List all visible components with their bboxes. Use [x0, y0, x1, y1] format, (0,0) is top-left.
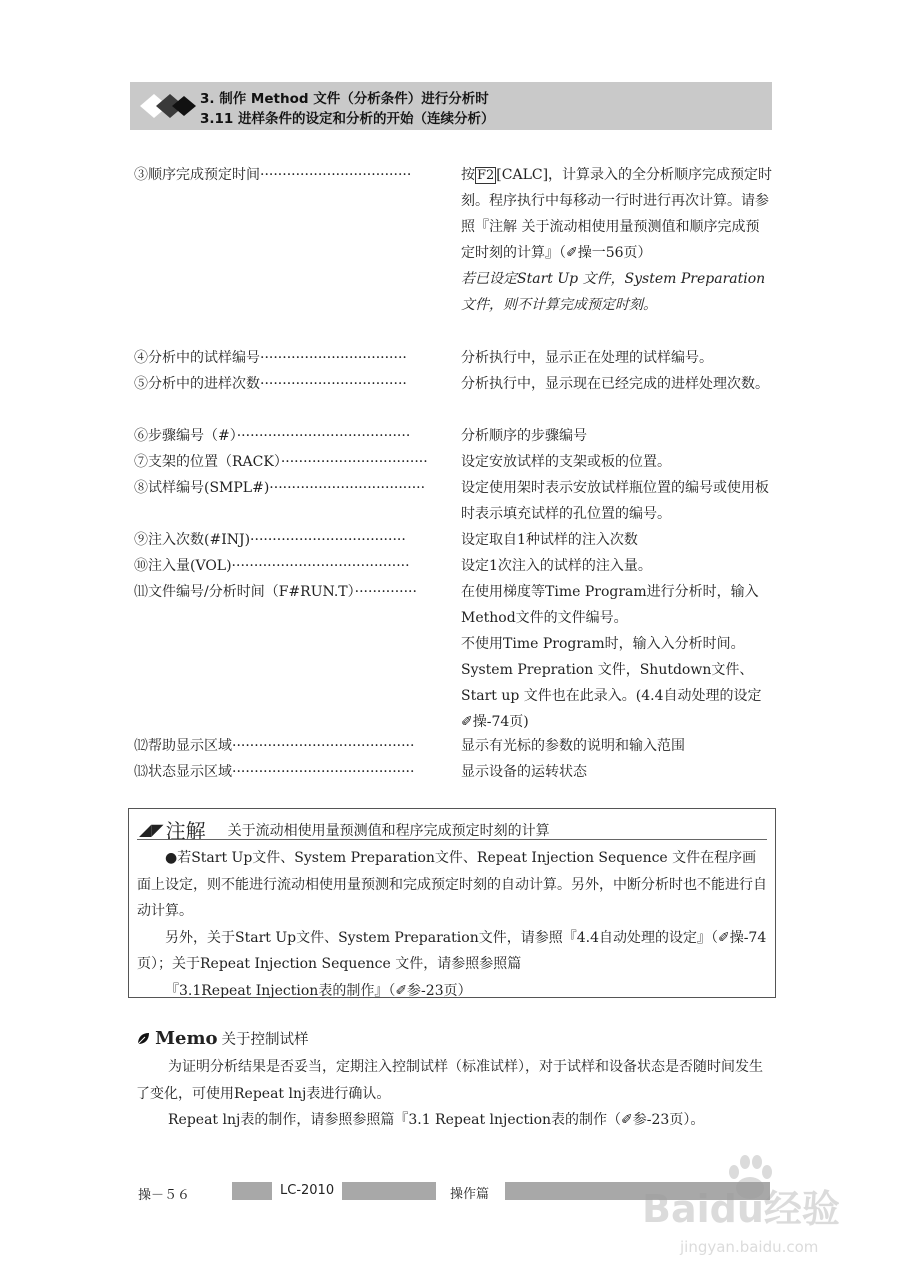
note-title: 关于流动相使用量预测值和程序完成预定时刻的计算 [227, 822, 550, 839]
footer-section: 操作篇 [450, 1187, 490, 1202]
item-note: 若已设定Start Up 文件，System Preparation文件，则不计算完成预定时刻。 [461, 271, 766, 313]
item-description: 设定使用架时表示安放试样瓶位置的编号或使用板时表示填充试样的孔位置的编号。 [461, 480, 769, 522]
item-description: 设定取自1种试样的注入次数 [461, 532, 638, 548]
note-body [137, 845, 769, 1004]
header-section-title: 3.11 进样条件的设定和分析的开始（连续分析） [200, 111, 495, 127]
item-description: 设定安放试样的支架或板的位置。 [461, 454, 671, 470]
baidu-watermark [640, 1148, 840, 1268]
item-label: ⑩注入量(VOL)········································ [134, 558, 410, 574]
desc-line: System Prepration 文件，Shutdown文件、Start up 文件也在此录入。(4.4自动处理的设定✐操-74页) [461, 662, 762, 730]
item-label: ⒀状态显示区域········································· [134, 764, 415, 780]
item-description: 设定1次注入的试样的注入量。 [461, 558, 652, 574]
note-triangle-icon: ◢◤ [139, 820, 164, 839]
item-description: 分析顺序的步骤编号 [461, 428, 587, 444]
desc-line: 不使用Time Program时，输入入分析时间。 [461, 636, 745, 652]
item-description: 显示有光标的参数的说明和输入范围 [461, 738, 685, 754]
item-description: 分析执行中，显示现在已经完成的进样处理次数。 [461, 376, 769, 392]
note-label: 注解 [165, 819, 206, 843]
item-label: ⑤分析中的进样次数································· [134, 376, 407, 392]
memo-heading [136, 1028, 309, 1049]
item-description [461, 162, 773, 318]
item-label: ④分析中的试样编号································· [134, 350, 407, 366]
item-description [461, 579, 773, 735]
desc-line: 在使用梯度等Time Program进行分析时，输入Method文件的文件编号。 [461, 584, 759, 626]
memo-leaf-icon [136, 1032, 150, 1046]
item-label: ⑧试样编号(SMPL#)··································· [134, 480, 426, 496]
note-paragraph: 另外，关于Start Up文件、System Preparation文件，请参照『4.4自动处理的设定』（✐操-74页）；关于Repeat Injection Sequence 文件，请参照参照篇 [137, 929, 767, 972]
note-box [128, 808, 776, 998]
section-header [130, 82, 772, 130]
footer-model: LC-2010 [280, 1183, 335, 1198]
footer-bar [232, 1182, 272, 1200]
item-label: ③顺序完成预定时间·································· [134, 167, 412, 183]
watermark-brand: Baidu经验 [642, 1187, 840, 1231]
diamond-arrow-icon [138, 88, 198, 124]
note-paragraph: 『3.1Repeat Injection表的制作』（✐参-23页） [165, 982, 472, 999]
item-label: ⑦支架的位置（RACK）································· [134, 454, 428, 470]
memo-body [136, 1054, 776, 1134]
memo-label: Memo [155, 1028, 218, 1049]
desc-text: 按 [461, 167, 475, 183]
footer-bar [342, 1182, 436, 1200]
item-label: ⑾文件编号/分析时间（F#RUN.T）·············· [134, 584, 417, 600]
item-label: ⑥步骤编号（#）······································· [134, 428, 411, 444]
memo-title: 关于控制试样 [221, 1032, 309, 1048]
watermark-url: jingyan.baidu.com [680, 1238, 819, 1256]
f2-key: F2 [477, 168, 495, 183]
memo-paragraph: 为证明分析结果是否妥当，定期注入控制试样（标准试样），对于试样和设备状态是否随时间发生了变化，可使用Repeat lnj表进行确认。 [136, 1059, 763, 1102]
desc-text: [CALC]，计算录入的全分析顺序完成预定时刻。程序执行中每移动一行时进行再次计算。请参照『注解 关于流动相使用量预测值和顺序完成预定时刻的计算』（✐操一56页） [461, 167, 773, 261]
memo-paragraph: Repeat lnj表的制作，请参照参照篇『3.1 Repeat lnjection表的制作（✐参-23页）。 [168, 1112, 705, 1128]
note-divider [137, 839, 767, 840]
note-paragraph: ●若Start Up文件、System Preparation文件、Repeat Injection Sequence 文件在程序画面上设定，则不能进行流动相使用量预测和完成预定时刻的自动计算。另外，中断分析时也不能进行自动计算。 [137, 850, 767, 919]
item-description: 显示设备的运转状态 [461, 764, 587, 780]
item-label: ⑨注入次数(#INJ)··································· [134, 532, 406, 548]
item-label: ⑿帮助显示区域········································· [134, 738, 415, 754]
item-description: 分析执行中，显示正在处理的试样编号。 [461, 350, 713, 366]
header-chapter-title: 3. 制作 Method 文件（分析条件）进行分析时 [200, 91, 489, 107]
page-number: 操－５６ [138, 1188, 191, 1203]
